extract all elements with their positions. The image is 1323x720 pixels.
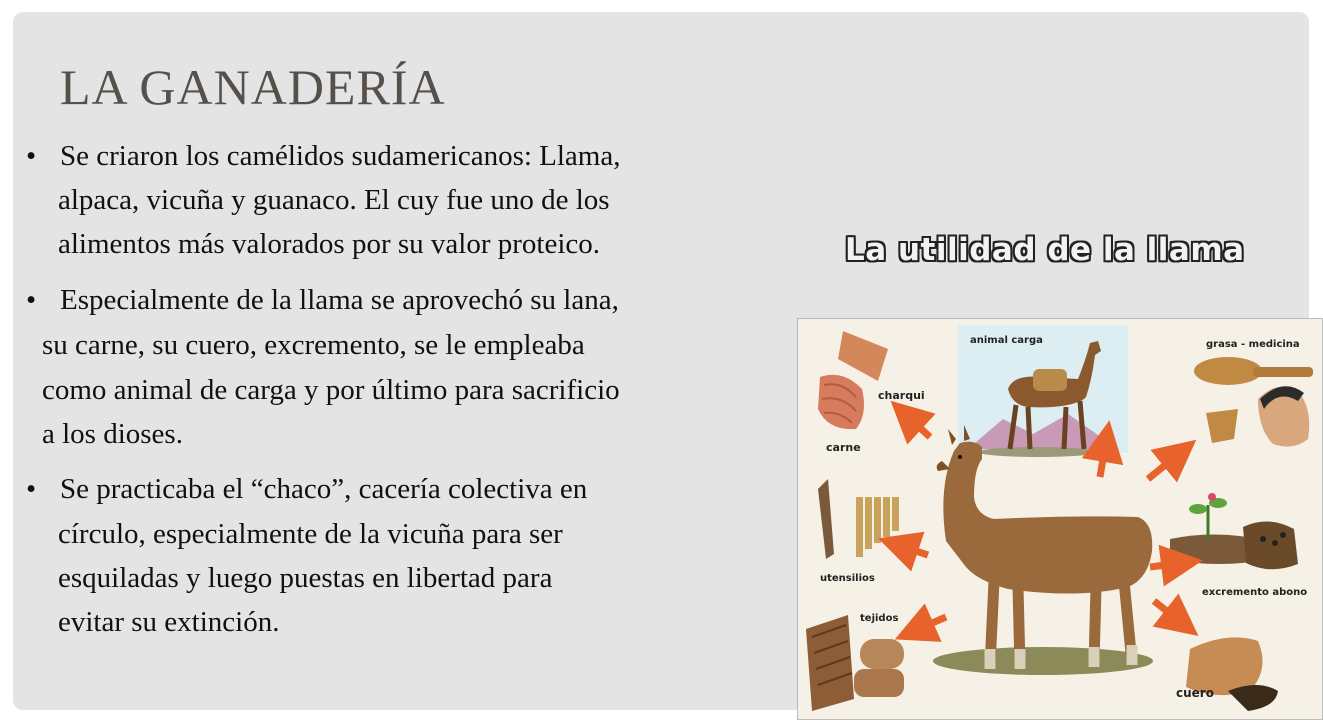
bullet-2-line-1: Especialmente de la llama se aprovechó su lana,	[60, 284, 619, 316]
label-cuero: cuero	[1176, 686, 1214, 700]
label-tejidos: tejidos	[860, 613, 899, 624]
bullet-marker: •	[26, 140, 37, 172]
bullet-2-line-3: como animal de carga y por último para sacrificio	[42, 374, 620, 406]
bullet-2-line-4: a los dioses.	[42, 418, 183, 450]
llama-illustration-svg	[798, 319, 1323, 720]
bullet-2-line-2: su carne, su cuero, excremento, se le empleaba	[42, 329, 585, 361]
label-charqui: charqui	[878, 389, 925, 402]
bullet-1-line-1: Se criaron los camélidos sudamericanos: Llama,	[60, 140, 621, 172]
label-utensilios: utensilios	[820, 573, 875, 584]
bullet-marker: •	[26, 473, 37, 505]
illustration-caption: La utilidad de la llama	[845, 232, 1245, 268]
bullet-1-line-2: alpaca, vicuña y guanaco. El cuy fue uno de los	[58, 184, 610, 216]
bullet-marker: •	[26, 284, 37, 316]
label-animal-carga: animal carga	[970, 335, 1043, 346]
bullet-1-line-3: alimentos más valorados por su valor proteico.	[58, 228, 601, 260]
bullet-3-line-4: evitar su extinción.	[58, 606, 280, 638]
label-excremento-abono: excremento abono	[1202, 587, 1308, 598]
page-title: LA GANADERÍA	[60, 59, 446, 115]
bullet-3-line-3: esquiladas y luego puestas en libertad para	[58, 562, 553, 594]
label-grasa-medicina: grasa - medicina	[1206, 339, 1300, 350]
label-carne: carne	[826, 441, 861, 454]
bullet-3-line-1: Se practicaba el “chaco”, cacería colectiva en	[60, 473, 588, 505]
bullet-3-line-2: círculo, especialmente de la vicuña para ser	[58, 518, 563, 550]
llama-uses-illustration	[797, 318, 1323, 720]
animal-carga-panel	[958, 325, 1128, 457]
